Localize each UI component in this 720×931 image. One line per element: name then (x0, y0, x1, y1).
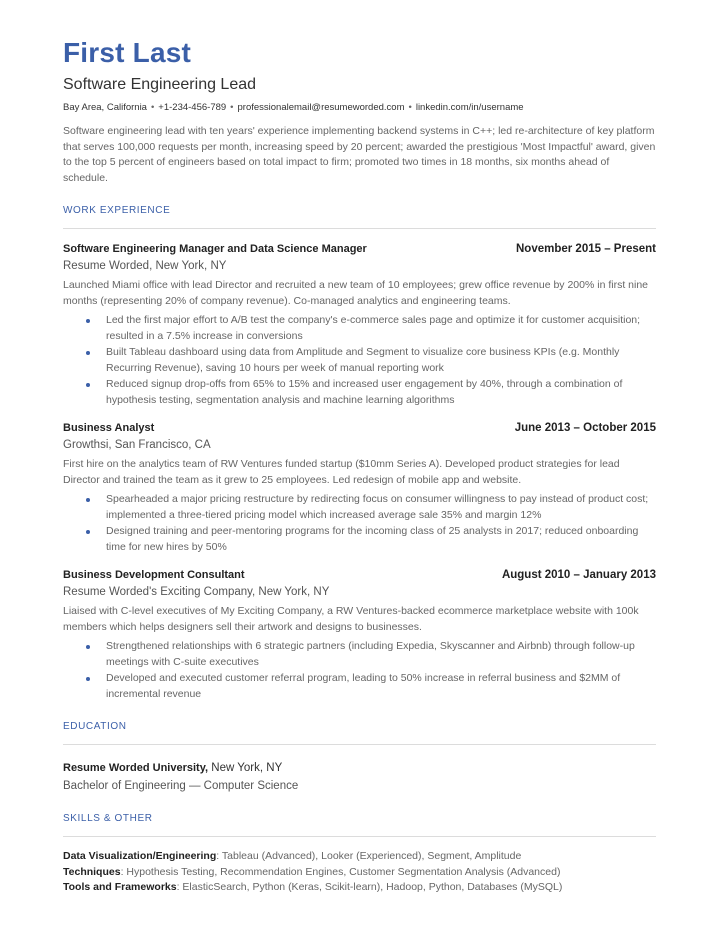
section-title-work: WORK EXPERIENCE (63, 205, 171, 216)
job-entry (63, 243, 656, 408)
skill-label: Techniques (63, 865, 121, 878)
bullet-item (106, 345, 656, 376)
job-entry (63, 422, 656, 555)
job-dates: August 2010 – January 2013 (501, 569, 656, 581)
job-dates: November 2015 – Present (516, 243, 656, 255)
job-bullets (63, 639, 656, 702)
skill-row (63, 849, 656, 865)
job-title: Software Engineering Manager and Data Science Manager (63, 243, 367, 255)
contact-separator: • (230, 102, 234, 113)
bullet-text: Designed training and peer-mentoring programs for the incoming class of 25 analysts in 2017; reduced onboarding time for new hires by 50% (106, 525, 639, 553)
section-divider (63, 744, 656, 745)
school-location: New York, NY (208, 762, 283, 774)
bullet-item (106, 671, 656, 702)
bullet-text: Reduced signup drop-offs from 65% to 15% and increased user engagement by 40%, through a combination of hypothesis testing, segmentation analysis and machine learning algorithms (106, 378, 623, 406)
contact-separator: • (408, 102, 412, 113)
section-divider (63, 228, 656, 229)
contact-line (63, 101, 656, 114)
bullet-dot-icon (86, 498, 90, 502)
skill-label: Tools and Frameworks (63, 881, 177, 893)
bullet-dot-icon (86, 319, 90, 323)
job-bullets (63, 492, 656, 555)
candidate-name: First Last (63, 37, 192, 68)
bullet-text: Spearheaded a major pricing restructure by redirecting focus on consumer willingness to pay instead of product cost; implemented a three-tiered pricing model which increased average sale 35% and margin 12% (106, 493, 649, 521)
school-name: Resume Worded University, (63, 762, 209, 774)
bullet-item (106, 377, 656, 408)
skills-list (63, 849, 656, 896)
bullet-item (106, 639, 656, 670)
job-description: Liaised with C-level executives of My Exciting Company, a RW Ventures-backed ecommerce marketplace website with 100k members which helps designers sell their artwork and designs to businesses. (63, 605, 639, 633)
bullet-dot-icon (86, 677, 90, 681)
degree: Bachelor of Engineering — Computer Science (63, 780, 299, 792)
bullet-item (106, 524, 656, 555)
job-description: Launched Miami office with lead Director and recruited a new team of 10 employees; grew office revenue by 200% in first nine months (representing 20% of company revenue). Co-managed analytics and engineering teams. (63, 279, 649, 307)
bullet-dot-icon (86, 645, 90, 649)
skill-row (63, 865, 656, 881)
bullet-text: Strengthened relationships with 6 strategic partners (including Expedia, Skyscanner and Airbnb) through follow-up meetings with C-suite executives (106, 640, 635, 668)
section-divider (63, 836, 656, 837)
education-entry (63, 761, 656, 794)
bullet-text: Led the first major effort to A/B test the company's e-commerce sales page and optimize it for customer acquisition; resulted in a 7.5% increase in conversions (106, 314, 641, 342)
section-title-education: EDUCATION (63, 721, 127, 732)
bullet-dot-icon (86, 383, 90, 387)
section-title-skills: SKILLS & OTHER (63, 813, 153, 824)
contact-email[interactable]: professionalemail@resumeworded.com (237, 102, 405, 113)
job-company: Growthsi, San Francisco, CA (63, 439, 211, 451)
job-title: Business Analyst (63, 422, 155, 434)
skill-value: : ElasticSearch, Python (Keras, Scikit-learn), Hadoop, Python, Databases (MySQL) (176, 881, 563, 893)
headline: Software Engineering Lead (63, 76, 257, 93)
skill-value: : Hypothesis Testing, Recommendation Engines, Customer Segmentation Analysis (Advanced) (120, 865, 561, 878)
bullet-text: Developed and executed customer referral program, leading to 50% increase in referral business and $2MM of incremental revenue (106, 672, 621, 700)
job-dates: June 2013 – October 2015 (514, 422, 656, 434)
contact-phone: +1-234-456-789 (158, 102, 227, 113)
job-description: First hire on the analytics team of RW Ventures funded startup ($10mm Series A). Developed product strategies for lead Director and trained the team as it grew to 25 employees. Led redesign of mobile app and website. (63, 458, 620, 486)
contact-separator: • (150, 102, 155, 113)
bullet-dot-icon (86, 351, 90, 355)
job-entry (63, 569, 656, 702)
contact-linkedin[interactable]: linkedin.com/in/username (415, 102, 524, 113)
skill-label: Data Visualization/Engineering (63, 850, 217, 862)
contact-location: Bay Area, California (63, 102, 147, 113)
job-bullets (63, 313, 656, 408)
bullet-text: Built Tableau dashboard using data from Amplitude and Segment to visualize core business KPIs (e.g. Monthly Recurring Revenue), saving 10 hours per week of manual reporting work (106, 346, 620, 374)
job-title: Business Development Consultant (63, 569, 245, 581)
bullet-dot-icon (86, 530, 90, 534)
skill-row (63, 880, 656, 896)
job-company: Resume Worded's Exciting Company, New York, NY (63, 586, 330, 598)
skill-value: : Tableau (Advanced), Looker (Experienced), Segment, Amplitude (216, 850, 522, 862)
bullet-item (106, 492, 656, 523)
summary: Software engineering lead with ten years' experience implementing backend systems in C++; led re-architecture of key platform that serves 100,000 requests per month, increasing speed by 20 percent; awarded the prestigious 'Most Impactful' award, given to the top 5 percent of engineers based on total impact to firm; promoted two times in 18 months, six months ahead of schedule. (63, 125, 656, 184)
bullet-item (106, 313, 656, 344)
job-company: Resume Worded, New York, NY (63, 260, 227, 272)
